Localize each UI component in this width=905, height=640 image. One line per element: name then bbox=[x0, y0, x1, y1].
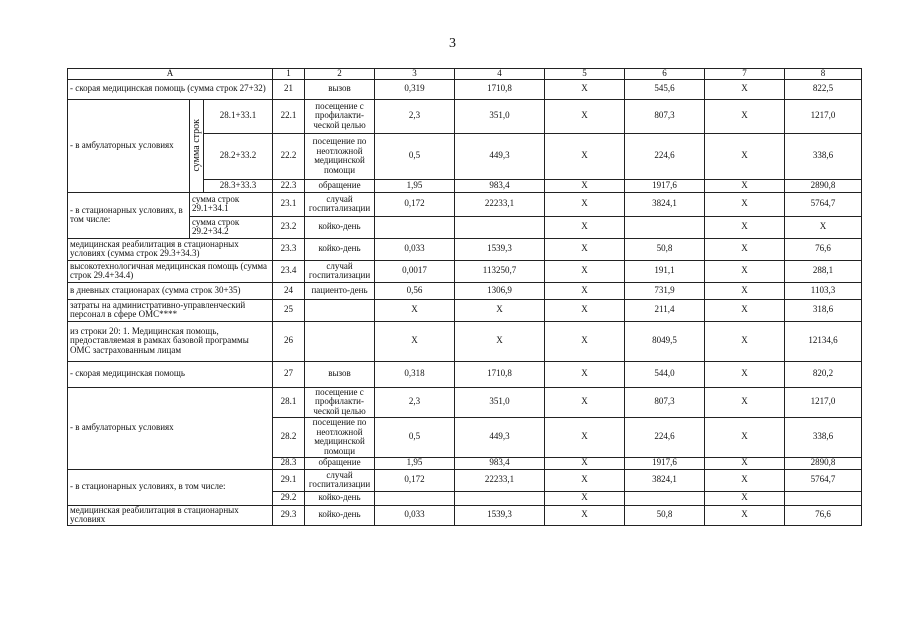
unit-cell: койко-день bbox=[305, 491, 375, 505]
value-cell: 2890,8 bbox=[785, 179, 862, 192]
value-cell: X bbox=[705, 260, 785, 282]
value-cell: X bbox=[545, 321, 625, 361]
value-cell: X bbox=[705, 469, 785, 491]
value-cell: X bbox=[785, 216, 862, 238]
value-cell: 3824,1 bbox=[625, 192, 705, 216]
header-cell: 8 bbox=[785, 69, 862, 80]
value-cell bbox=[625, 491, 705, 505]
header-cell: 6 bbox=[625, 69, 705, 80]
value-cell: X bbox=[705, 361, 785, 387]
value-cell: X bbox=[455, 321, 545, 361]
value-cell: X bbox=[545, 491, 625, 505]
value-cell: X bbox=[545, 457, 625, 469]
value-cell: X bbox=[705, 192, 785, 216]
data-table bbox=[67, 68, 862, 526]
value-cell: X bbox=[545, 99, 625, 133]
value-cell: 76,6 bbox=[785, 238, 862, 260]
value-cell: X bbox=[705, 505, 785, 525]
value-cell: 3824,1 bbox=[625, 469, 705, 491]
value-cell: 1710,8 bbox=[455, 79, 545, 99]
value-cell: 2890,8 bbox=[785, 457, 862, 469]
row-number: 24 bbox=[273, 282, 305, 299]
unit-cell: койко-день bbox=[305, 216, 375, 238]
table-row bbox=[68, 79, 862, 99]
value-cell: 1217,0 bbox=[785, 99, 862, 133]
value-cell: 544,0 bbox=[625, 361, 705, 387]
unit-cell: пациенто-день bbox=[305, 282, 375, 299]
value-cell: X bbox=[705, 216, 785, 238]
value-cell: 12134,6 bbox=[785, 321, 862, 361]
value-cell: X bbox=[545, 417, 625, 457]
value-cell: 1217,0 bbox=[785, 387, 862, 417]
unit-cell bbox=[305, 321, 375, 361]
value-cell: X bbox=[705, 321, 785, 361]
value-cell: 1306,9 bbox=[455, 282, 545, 299]
value-cell: 2,3 bbox=[375, 99, 455, 133]
row-number: 21 bbox=[273, 79, 305, 99]
header-cell: 1 bbox=[273, 69, 305, 80]
row-number: 22.3 bbox=[273, 179, 305, 192]
value-cell: 288,1 bbox=[785, 260, 862, 282]
header-cell: 2 bbox=[305, 69, 375, 80]
row-label: - скорая медицинская помощь (сумма строк 27+32) bbox=[68, 79, 273, 99]
sub-label: сумма строк 29.1+34.1 bbox=[190, 192, 273, 216]
value-cell: 545,6 bbox=[625, 79, 705, 99]
value-cell: X bbox=[705, 387, 785, 417]
value-cell: 807,3 bbox=[625, 99, 705, 133]
row-label: высокотехнологичная медицинская помощь (сумма строк 29.4+34.4) bbox=[68, 260, 273, 282]
value-cell: X bbox=[705, 299, 785, 321]
value-cell: 1539,3 bbox=[455, 505, 545, 525]
value-cell: 224,6 bbox=[625, 133, 705, 179]
unit-cell: обращение bbox=[305, 457, 375, 469]
value-cell: 351,0 bbox=[455, 387, 545, 417]
table-row bbox=[68, 469, 862, 491]
unit-cell: койко-день bbox=[305, 505, 375, 525]
page-number: 3 bbox=[449, 36, 456, 51]
unit-cell: посещение с профилакти-ческой целью bbox=[305, 387, 375, 417]
sub-label: сумма строк 29.2+34.2 bbox=[190, 216, 273, 238]
row-number: 28.1 bbox=[273, 387, 305, 417]
unit-cell: случай госпитализации bbox=[305, 469, 375, 491]
value-cell: X bbox=[375, 299, 455, 321]
row-number: 23.3 bbox=[273, 238, 305, 260]
row-label: - скорая медицинская помощь bbox=[68, 361, 273, 387]
unit-cell: вызов bbox=[305, 361, 375, 387]
row-number: 29.2 bbox=[273, 491, 305, 505]
row-number: 27 bbox=[273, 361, 305, 387]
table-row bbox=[68, 387, 862, 417]
value-cell: 191,1 bbox=[625, 260, 705, 282]
sub-label: 28.2+33.2 bbox=[204, 133, 273, 179]
value-cell: 1,95 bbox=[375, 179, 455, 192]
row-label: - в стационарных условиях, в том числе: bbox=[68, 192, 190, 238]
row-number: 26 bbox=[273, 321, 305, 361]
value-cell: X bbox=[545, 361, 625, 387]
header-cell: 7 bbox=[705, 69, 785, 80]
table-row bbox=[68, 238, 862, 260]
unit-cell: обращение bbox=[305, 179, 375, 192]
value-cell: 1917,6 bbox=[625, 179, 705, 192]
value-cell: 0,172 bbox=[375, 469, 455, 491]
unit-cell: вызов bbox=[305, 79, 375, 99]
value-cell: 731,9 bbox=[625, 282, 705, 299]
unit-cell: посещение по неотложной медицинской помощи bbox=[305, 417, 375, 457]
value-cell: 1917,6 bbox=[625, 457, 705, 469]
unit-cell bbox=[305, 299, 375, 321]
value-cell: X bbox=[545, 192, 625, 216]
row-label: медицинская реабилитация в стационарных условиях (сумма строк 29.3+34.3) bbox=[68, 238, 273, 260]
sub-label: 28.3+33.3 bbox=[204, 179, 273, 192]
value-cell: 820,2 bbox=[785, 361, 862, 387]
value-cell: X bbox=[545, 260, 625, 282]
row-number: 25 bbox=[273, 299, 305, 321]
row-number: 29.1 bbox=[273, 469, 305, 491]
value-cell: 0,0017 bbox=[375, 260, 455, 282]
value-cell: 338,6 bbox=[785, 133, 862, 179]
vertical-label-text: сумма строк bbox=[190, 119, 202, 172]
value-cell: 318,6 bbox=[785, 299, 862, 321]
row-number: 23.2 bbox=[273, 216, 305, 238]
value-cell: 449,3 bbox=[455, 133, 545, 179]
row-label: - в амбулаторных условиях bbox=[68, 387, 273, 469]
value-cell: X bbox=[545, 282, 625, 299]
unit-cell: посещение с профилакти-ческой целью bbox=[305, 99, 375, 133]
value-cell: X bbox=[705, 457, 785, 469]
value-cell bbox=[455, 491, 545, 505]
row-label: в дневных стационарах (сумма строк 30+35) bbox=[68, 282, 273, 299]
table-row bbox=[68, 260, 862, 282]
value-cell: 5764,7 bbox=[785, 469, 862, 491]
value-cell: 822,5 bbox=[785, 79, 862, 99]
value-cell: 807,3 bbox=[625, 387, 705, 417]
table-row bbox=[68, 321, 862, 361]
row-number: 22.2 bbox=[273, 133, 305, 179]
value-cell: 0,318 bbox=[375, 361, 455, 387]
value-cell: 0,5 bbox=[375, 417, 455, 457]
row-label: - в амбулаторных условиях bbox=[68, 99, 190, 192]
value-cell: 224,6 bbox=[625, 417, 705, 457]
value-cell: X bbox=[705, 99, 785, 133]
value-cell: 0,56 bbox=[375, 282, 455, 299]
header-cell: 3 bbox=[375, 69, 455, 80]
value-cell: 1539,3 bbox=[455, 238, 545, 260]
value-cell: X bbox=[545, 505, 625, 525]
value-cell: X bbox=[705, 79, 785, 99]
value-cell: X bbox=[545, 79, 625, 99]
sub-label: 28.1+33.1 bbox=[204, 99, 273, 133]
value-cell bbox=[455, 216, 545, 238]
value-cell: 2,3 bbox=[375, 387, 455, 417]
value-cell: 1,95 bbox=[375, 457, 455, 469]
value-cell: X bbox=[545, 387, 625, 417]
row-label: медицинская реабилитация в стационарных условиях bbox=[68, 505, 273, 525]
table-row bbox=[68, 299, 862, 321]
unit-cell: койко-день bbox=[305, 238, 375, 260]
value-cell: X bbox=[545, 216, 625, 238]
value-cell: X bbox=[545, 469, 625, 491]
value-cell: 22233,1 bbox=[455, 469, 545, 491]
table-row bbox=[68, 505, 862, 525]
value-cell bbox=[785, 491, 862, 505]
value-cell: 8049,5 bbox=[625, 321, 705, 361]
table-row bbox=[68, 282, 862, 299]
value-cell: X bbox=[545, 133, 625, 179]
row-number: 23.4 bbox=[273, 260, 305, 282]
header-cell: 4 bbox=[455, 69, 545, 80]
value-cell: 76,6 bbox=[785, 505, 862, 525]
value-cell: X bbox=[375, 321, 455, 361]
header-cell: A bbox=[68, 69, 273, 80]
unit-cell: случай госпитализации bbox=[305, 192, 375, 216]
value-cell: 0,5 bbox=[375, 133, 455, 179]
table-row bbox=[68, 361, 862, 387]
value-cell: 983,4 bbox=[455, 457, 545, 469]
table-row bbox=[68, 99, 862, 133]
value-cell: 211,4 bbox=[625, 299, 705, 321]
value-cell: 5764,7 bbox=[785, 192, 862, 216]
value-cell: 1710,8 bbox=[455, 361, 545, 387]
value-cell: 0,172 bbox=[375, 192, 455, 216]
value-cell: 0,033 bbox=[375, 505, 455, 525]
header-row bbox=[68, 69, 862, 80]
value-cell: 50,8 bbox=[625, 505, 705, 525]
value-cell: X bbox=[705, 238, 785, 260]
value-cell: 50,8 bbox=[625, 238, 705, 260]
value-cell: X bbox=[545, 299, 625, 321]
row-number: 22.1 bbox=[273, 99, 305, 133]
row-number: 28.2 bbox=[273, 417, 305, 457]
value-cell: X bbox=[705, 179, 785, 192]
value-cell: 1103,3 bbox=[785, 282, 862, 299]
header-cell: 5 bbox=[545, 69, 625, 80]
value-cell: X bbox=[705, 282, 785, 299]
row-number: 23.1 bbox=[273, 192, 305, 216]
row-label: - в стационарных условиях, в том числе: bbox=[68, 469, 273, 505]
row-label: затраты на административно-управленческий персонал в сфере ОМС**** bbox=[68, 299, 273, 321]
row-number: 28.3 bbox=[273, 457, 305, 469]
row-label: из строки 20: 1. Медицинская помощь, предоставляемая в рамках базовой программы ОМС застрахованным лицам bbox=[68, 321, 273, 361]
value-cell: 0,319 bbox=[375, 79, 455, 99]
value-cell: 449,3 bbox=[455, 417, 545, 457]
value-cell: X bbox=[705, 491, 785, 505]
value-cell: X bbox=[545, 238, 625, 260]
value-cell: 0,033 bbox=[375, 238, 455, 260]
value-cell: 113250,7 bbox=[455, 260, 545, 282]
value-cell: 351,0 bbox=[455, 99, 545, 133]
vertical-label bbox=[190, 99, 204, 192]
value-cell: X bbox=[545, 179, 625, 192]
unit-cell: посещение по неотложной медицинской помощи bbox=[305, 133, 375, 179]
value-cell: 338,6 bbox=[785, 417, 862, 457]
row-number: 29.3 bbox=[273, 505, 305, 525]
value-cell: X bbox=[455, 299, 545, 321]
value-cell bbox=[375, 216, 455, 238]
unit-cell: случай госпитализации bbox=[305, 260, 375, 282]
value-cell: X bbox=[705, 133, 785, 179]
value-cell: 22233,1 bbox=[455, 192, 545, 216]
table-row bbox=[68, 192, 862, 216]
value-cell bbox=[375, 491, 455, 505]
value-cell bbox=[625, 216, 705, 238]
value-cell: 983,4 bbox=[455, 179, 545, 192]
value-cell: X bbox=[705, 417, 785, 457]
